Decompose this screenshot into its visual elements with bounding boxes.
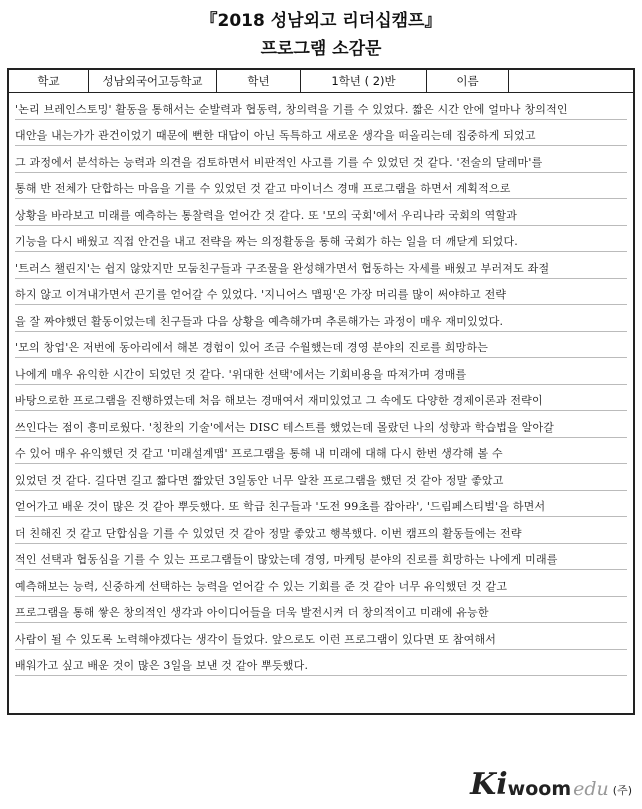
essay-line [15,180,627,199]
essay-line [15,419,627,438]
essay-line [15,578,627,597]
essay-line [15,233,627,252]
essay-line-text: 프로그램을 통해 쌓은 창의적인 생각과 아이디어들을 더욱 발전시켜 더 창의적이고 미래에 유능한 [15,606,489,620]
essay-line [15,313,627,332]
essay-line [15,154,627,173]
logo-corp: (주) [612,784,632,797]
essay-line-text: 있었던 것 같다. 길다면 길고 짧다면 짧았던 3일동안 너무 알찬 프로그램을 했던 것 같아 정말 좋았고 [15,473,504,487]
kiwoom-edu-logo [470,767,632,802]
essay-line [15,551,627,570]
document-title: 『2018 성남외고 리더십캠프』 [200,11,442,31]
essay-line [15,127,627,146]
essay-line-text: '모의 창업'은 저번에 동아리에서 해본 경험이 있어 조금 수월했는데 경영 분야의 진로를 희망하는 [15,341,489,355]
essay-line-text: 나에게 매우 유익한 시간이 되었던 것 같다. '위대한 선택'에서는 기회비용을 따져가며 경매를 [15,367,467,381]
essay-line-text: 을 잘 짜야했던 활동이었는데 친구들과 다음 상황을 예측해가며 추론해가는 과정이 매우 재미있었다. [15,314,504,328]
feedback-form [7,68,635,715]
essay-line-text: 기능을 다시 배웠고 직접 안건을 내고 전략을 짜는 의정활동을 통해 국회가 하는 일을 더 깨닫게 되었다. [15,235,519,249]
grade-value: 1학년 ( 2)반 [301,70,427,92]
essay-line-text: 사람이 될 수 있도록 노력해야겠다는 생각이 들었다. 앞으로도 이런 프로그램이 있다면 또 참여해서 [15,632,497,646]
essay-line-text: 수 있어 매우 유익했던 것 같고 '미래설계맵' 프로그램을 통해 내 미래에 대해 다시 한번 생각해 볼 수 [15,447,503,461]
essay-line [15,101,627,120]
document-subtitle: 프로그램 소감문 [260,39,382,59]
essay-line-text: 적인 선택과 협동심을 기를 수 있는 프로그램들이 많았는데 경영, 마케팅 분야의 진로를 희망하는 나에게 미래를 [15,553,558,567]
essay-line [15,207,627,226]
logo-k: Ki [470,767,508,802]
name-label: 이름 [427,70,509,92]
essay-line [15,657,627,676]
essay-line [15,445,627,464]
logo-main: woom [507,778,572,800]
essay-line [15,366,627,385]
essay-line-text: 통해 반 전체가 단합하는 마음을 기를 수 있었던 것 같고 마이너스 경매 프로그램을 하면서 계획적으로 [15,182,511,196]
essay-line [15,260,627,279]
essay-line [15,392,627,411]
essay-line-text: 바탕으로한 프로그램을 진행하였는데 처음 해보는 경매여서 재미있었고 그 속에도 다양한 경제이론과 전략이 [15,394,543,408]
essay-line [15,631,627,650]
essay-line-text: 예측해보는 능력, 신중하게 선택하는 능력을 얻어갈 수 있는 기회를 준 것 같아 너무 유익했던 것 같고 [15,579,508,593]
essay-line [15,472,627,491]
essay-line-text: '트러스 챌린지'는 쉽지 않았지만 모둠친구들과 구조물을 완성해가면서 협동하는 자세를 배웠고 부러져도 좌절 [15,261,550,275]
essay-line-text: 하지 않고 이겨내가면서 끈기를 얻어갈 수 있었다. '지니어스 맵핑'은 가장 머리를 많이 써야하고 전략 [15,288,507,302]
info-row [9,70,633,93]
essay-line-text: 상황을 바라보고 미래를 예측하는 통찰력을 얻어간 것 같다. 또 '모의 국회'에서 우리나라 국회의 역할과 [15,208,518,222]
essay-line [15,498,627,517]
essay-line-text: 대안을 내는가가 관건이었기 때문에 뻔한 대답이 아닌 독특하고 새로운 생각을 떠올리는데 집중하게 되었고 [15,129,536,143]
school-value: 성남외국어고등학교 [89,70,217,92]
essay-line-text: 그 과정에서 분석하는 능력과 의견을 검토하면서 비판적인 사고를 기를 수 있었던 것 같다. '전술의 달레마'를 [15,155,543,169]
essay-line-text: 더 친해진 것 같고 단합심을 기를 수 있었던 것 같아 정말 좋았고 행복했다. 이번 캠프의 활동들에는 전략 [15,526,522,540]
name-value [509,70,633,92]
essay-line-text: 쓰인다는 점이 흥미로웠다. '칭찬의 기술'에서는 DISC 테스트를 했었는데 몰랐던 나의 성향과 학습법을 알아갈 [15,420,555,434]
essay-line [15,339,627,358]
essay-line-text: 배워가고 싶고 배운 것이 많은 3일을 보낸 것 같아 뿌듯했다. [15,659,309,673]
grade-label: 학년 [217,70,301,92]
essay-line [15,604,627,623]
essay-line-text: '논리 브레인스토밍' 활동을 통해서는 순발력과 협동력, 창의력을 기를 수 있었다. 짧은 시간 안에 얼마나 창의적인 [15,103,568,116]
logo-edu: edu [573,778,609,800]
essay-line-text: 얻어가고 배운 것이 많은 것 같아 뿌듯했다. 또 학급 친구들과 '도전 99초를 잡아라', '드림페스티벌'을 하면서 [15,500,546,514]
essay-body [9,93,633,716]
essay-line [15,525,627,544]
essay-line [15,286,627,305]
school-label: 학교 [9,70,89,92]
